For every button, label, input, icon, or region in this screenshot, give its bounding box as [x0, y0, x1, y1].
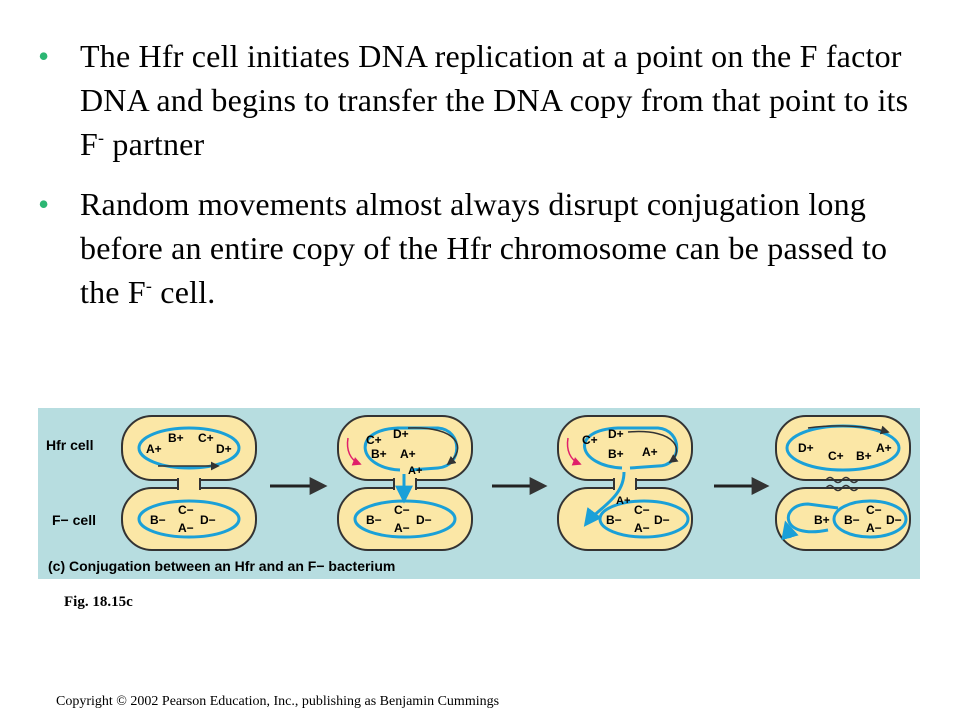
stage-4 — [776, 416, 910, 550]
gene-d-plus: D+ — [608, 427, 624, 441]
bullet-marker: • — [38, 38, 50, 74]
figure-reference: Fig. 18.15c — [64, 594, 133, 610]
gene-a-minus: A− — [178, 521, 194, 535]
gene-c-minus: C− — [634, 503, 650, 517]
gene-a-minus: A− — [634, 521, 650, 535]
gene-d-minus: D− — [886, 513, 902, 527]
bullet-list — [38, 34, 918, 330]
bullet-text-1: The Hfr cell initiates DNA replication at a point on the F factor DNA and begins to transfer the DNA copy from that point to its F- partner — [80, 38, 909, 162]
gene-d-plus: D+ — [216, 442, 232, 456]
gene-c-plus: C+ — [366, 433, 382, 447]
gene-a-plus-copy: A+ — [616, 495, 631, 507]
gene-b-minus: B− — [844, 513, 860, 527]
gene-c-minus: C− — [178, 503, 194, 517]
gene-d-plus: D+ — [393, 427, 409, 441]
gene-c-plus: C+ — [582, 433, 598, 447]
bullet-marker: • — [38, 186, 50, 222]
stage-3 — [558, 416, 692, 550]
hfr-cell-label: Hfr cell — [46, 437, 94, 453]
bullet-text-2: Random movements almost always disrupt conjugation long before an entire copy of the Hfr chromosome can be passed to the F- cell. — [80, 186, 888, 310]
conjugation-figure — [38, 408, 920, 579]
gene-b-plus: B+ — [168, 431, 184, 445]
gene-b-plus-transferred: B+ — [814, 513, 830, 527]
gene-c-plus: C+ — [828, 449, 844, 463]
gene-d-minus: D− — [416, 513, 432, 527]
gene-c-minus: C− — [394, 503, 410, 517]
gene-a-plus: A+ — [876, 441, 892, 455]
gene-a-plus: A+ — [146, 442, 162, 456]
gene-d-minus: D− — [200, 513, 216, 527]
gene-b-minus: B− — [366, 513, 382, 527]
gene-b-plus: B+ — [371, 447, 387, 461]
gene-a-plus: A+ — [400, 447, 416, 461]
gene-a-minus: A− — [866, 521, 882, 535]
gene-b-minus: B− — [606, 513, 622, 527]
bullet-item-1 — [38, 34, 918, 166]
gene-b-plus: B+ — [608, 447, 624, 461]
gene-d-plus: D+ — [798, 441, 814, 455]
copyright-notice: Copyright © 2002 Pearson Education, Inc., publishing as Benjamin Cummings — [56, 694, 500, 709]
gene-b-plus: B+ — [856, 449, 872, 463]
bullet-item-2 — [38, 182, 918, 314]
gene-b-minus: B− — [150, 513, 166, 527]
gene-a-plus-copy: A+ — [408, 465, 423, 477]
conjugation-diagram — [38, 408, 920, 579]
gene-d-minus: D− — [654, 513, 670, 527]
gene-a-plus: A+ — [642, 445, 658, 459]
gene-a-minus: A− — [394, 521, 410, 535]
figure-caption: (c) Conjugation between an Hfr and an F− bacterium — [48, 558, 396, 574]
f-minus-cell-label: F− cell — [52, 512, 96, 528]
stage-1 — [122, 416, 256, 550]
stage-2 — [338, 416, 472, 550]
gene-c-plus: C+ — [198, 431, 214, 445]
gene-c-minus: C− — [866, 503, 882, 517]
